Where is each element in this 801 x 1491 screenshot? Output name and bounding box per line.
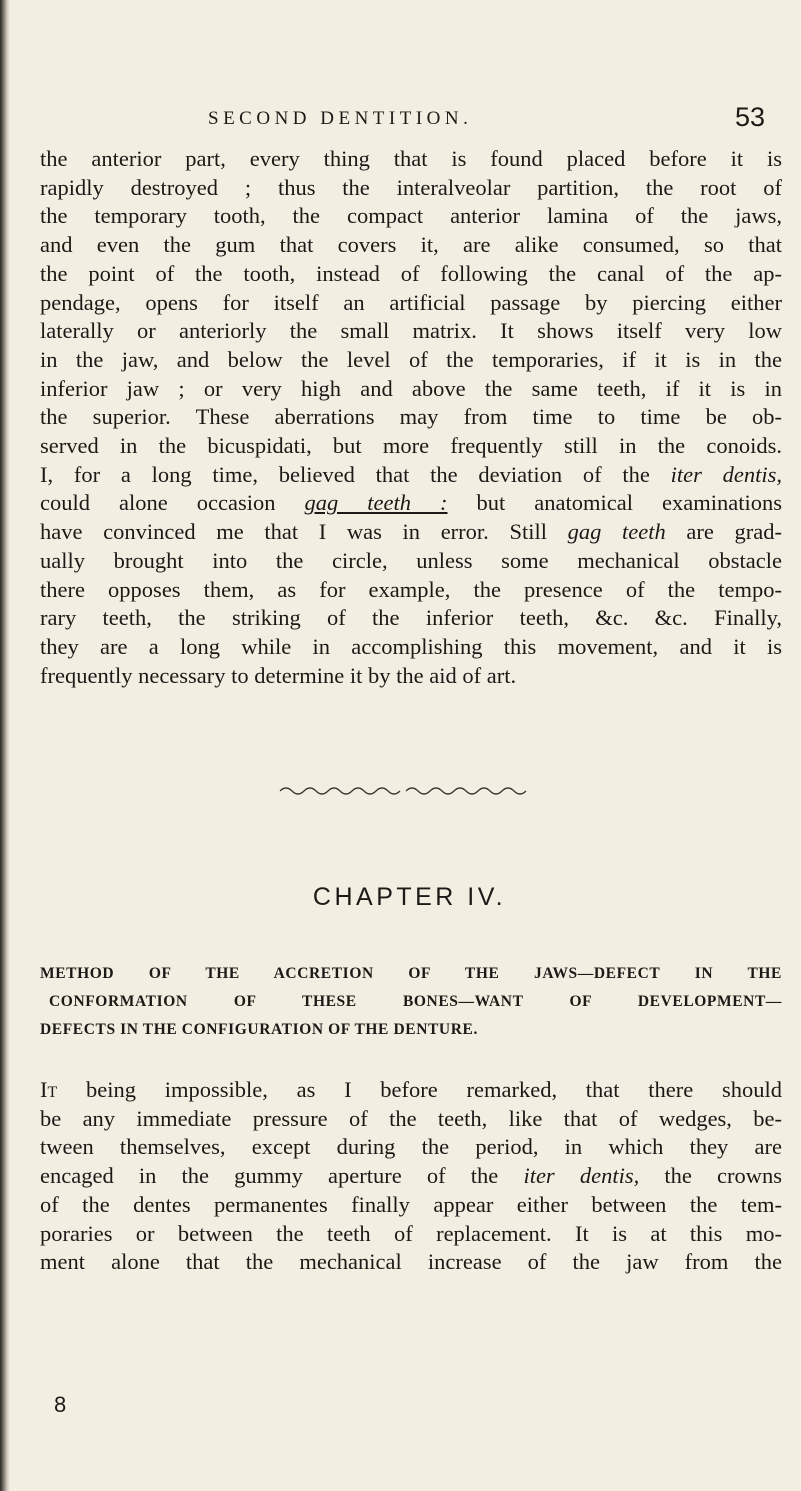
text-line: poraries or between the teeth of replacement. It is at this mo- <box>40 1220 782 1246</box>
text-line: of the dentes permanentes finally appear either between the tem- <box>40 1191 782 1217</box>
text-fragment: are grad- <box>665 519 783 545</box>
text-line: and even the gum that covers it, are alike consumed, so that <box>40 232 782 258</box>
text-line: pendage, opens for itself an artificial passage by piercing either <box>40 289 782 315</box>
text-line <box>40 489 782 518</box>
text-line <box>40 1076 782 1105</box>
text-fragment: being impossible, as I before remarked, that there should <box>57 1077 782 1102</box>
text-fragment: but anatomical examinations <box>447 490 782 516</box>
signature-mark: 8 <box>54 1392 67 1417</box>
italic-term: gag teeth : <box>304 490 448 516</box>
text-line: the temporary tooth, the compact anterior lamina of the jaws, <box>40 203 782 229</box>
text-line: rary teeth, the striking of the inferior teeth, &c. &c. Finally, <box>40 605 782 631</box>
text-fragment: have convinced me that I was in error. Still <box>40 519 568 545</box>
text-line: inferior jaw ; or very high and above the same teeth, if it is in <box>40 375 782 401</box>
text-fragment: encaged in the gummy aperture of the <box>40 1163 524 1189</box>
text-line <box>40 1162 782 1191</box>
text-fragment: the crowns <box>639 1163 782 1189</box>
decorative-rule <box>278 782 528 798</box>
text-fragment: I, for a long time, believed that the deviation of the <box>40 461 671 487</box>
running-head-title: SECOND DENTITION. <box>208 108 473 129</box>
text-line: rapidly destroyed ; thus the interalveolar partition, the root of <box>40 174 782 200</box>
page-binding-edge <box>0 0 10 1491</box>
text-line: ment alone that the mechanical increase of the jaw from the <box>40 1249 782 1275</box>
chapter-summary <box>40 960 782 1044</box>
text-line: laterally or anteriorly the small matrix. It shows itself very low <box>40 318 782 344</box>
page-number: 53 <box>735 102 766 132</box>
paragraph-continuation <box>40 145 782 690</box>
italic-term: iter dentis, <box>523 1163 640 1189</box>
text-line: ually brought into the circle, unless some mechanical obstacle <box>40 547 782 573</box>
text-line: served in the bicuspidati, but more frequently still in the conoids. <box>40 433 782 459</box>
text-line: they are a long while in accomplishing this movement, and it is <box>40 633 782 659</box>
text-line: in the jaw, and below the level of the temporaries, if it is in the <box>40 346 782 372</box>
paragraph-opening <box>40 1076 782 1277</box>
summary-line: METHOD OF THE ACCRETION OF THE JAWS—DEFECT IN THE <box>40 965 782 982</box>
summary-line: CONFORMATION OF THESE BONES—WANT OF DEVELOPMENT— <box>49 993 782 1010</box>
text-line <box>40 518 782 547</box>
italic-term: iter dentis, <box>670 461 782 487</box>
text-line: be any immediate pressure of the teeth, like that of wedges, be- <box>40 1105 782 1131</box>
chapter-heading: CHAPTER IV. <box>312 883 507 911</box>
text-line: the point of the tooth, instead of following the canal of the ap- <box>40 260 782 286</box>
text-line: there opposes them, as for example, the presence of the tempo- <box>40 576 782 602</box>
text-line: the superior. These aberrations may from time to time be ob- <box>40 404 782 430</box>
text-line: the anterior part, every thing that is found placed before it is <box>40 146 782 171</box>
text-line: tween themselves, except during the period, in which they are <box>40 1134 782 1160</box>
summary-line: DEFECTS IN THE CONFIGURATION OF THE DENTURE. <box>40 1021 478 1038</box>
text-fragment: could alone occasion <box>40 490 305 516</box>
italic-term: gag teeth <box>567 519 666 545</box>
opening-word: It <box>40 1077 58 1102</box>
text-line <box>40 461 782 490</box>
text-line: frequently necessary to determine it by the aid of art. <box>40 662 517 688</box>
